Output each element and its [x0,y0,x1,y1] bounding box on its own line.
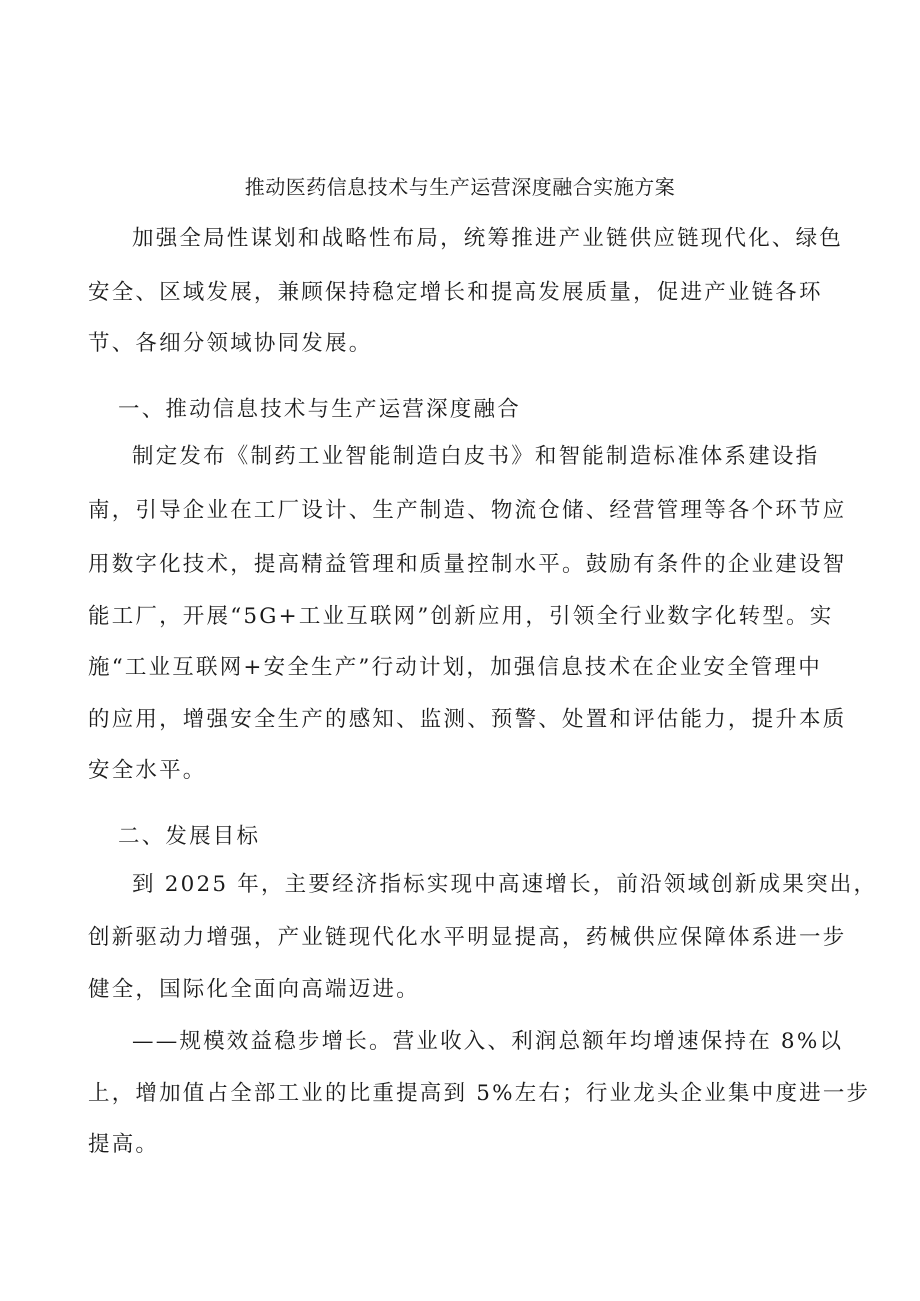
section2-heading: 二、发展目标 [118,824,261,849]
section2-para2-line-1: ——规模效益稳步增长。营业收入、利润总额年均增速保持在 8%以 [132,1029,844,1054]
section2-para2-line-2: 上，增加值占全部工业的比重提高到 5%左右；行业龙头企业集中度进一步 [88,1081,871,1106]
intro-line-1: 加强全局性谋划和战略性布局，统筹推进产业链供应链现代化、绿色 [132,226,844,251]
intro-line-2: 安全、区域发展，兼顾保持稳定增长和提高发展质量，促进产业链各环 [88,280,823,305]
section1-line-7: 安全水平。 [88,758,207,783]
section2-para1-line-2: 创新驱动力增强，产业链现代化水平明显提高，药械供应保障体系进一步 [88,925,847,950]
section1-line-4: 能工厂，开展“5G+工业互联网”创新应用，引领全行业数字化转型。实 [88,604,834,629]
intro-line-3: 节、各细分领域协同发展。 [88,331,373,356]
section1-line-3: 用数字化技术，提高精益管理和质量控制水平。鼓励有条件的企业建设智 [88,552,847,577]
section2-para2-line-3: 提高。 [88,1132,160,1157]
section1-heading: 一、推动信息技术与生产运营深度融合 [118,397,521,422]
section1-line-1: 制定发布《制药工业智能制造白皮书》和智能制造标准体系建设指 [132,444,820,469]
document-title: 推动医药信息技术与生产运营深度融合实施方案 [244,175,676,199]
section1-line-6: 的应用，增强安全生产的感知、监测、预警、处置和评估能力，提升本质 [88,707,847,732]
section2-para1-line-1: 到 2025 年，主要经济指标实现中高速增长，前沿领域创新成果突出， [132,872,878,897]
section1-line-5: 施“工业互联网+安全生产”行动计划，加强信息技术在企业安全管理中 [88,655,822,680]
section2-para1-line-3: 健全，国际化全面向高端迈进。 [88,977,420,1002]
section1-line-2: 南，引导企业在工厂设计、生产制造、物流仓储、经营管理等各个环节应 [88,498,847,523]
